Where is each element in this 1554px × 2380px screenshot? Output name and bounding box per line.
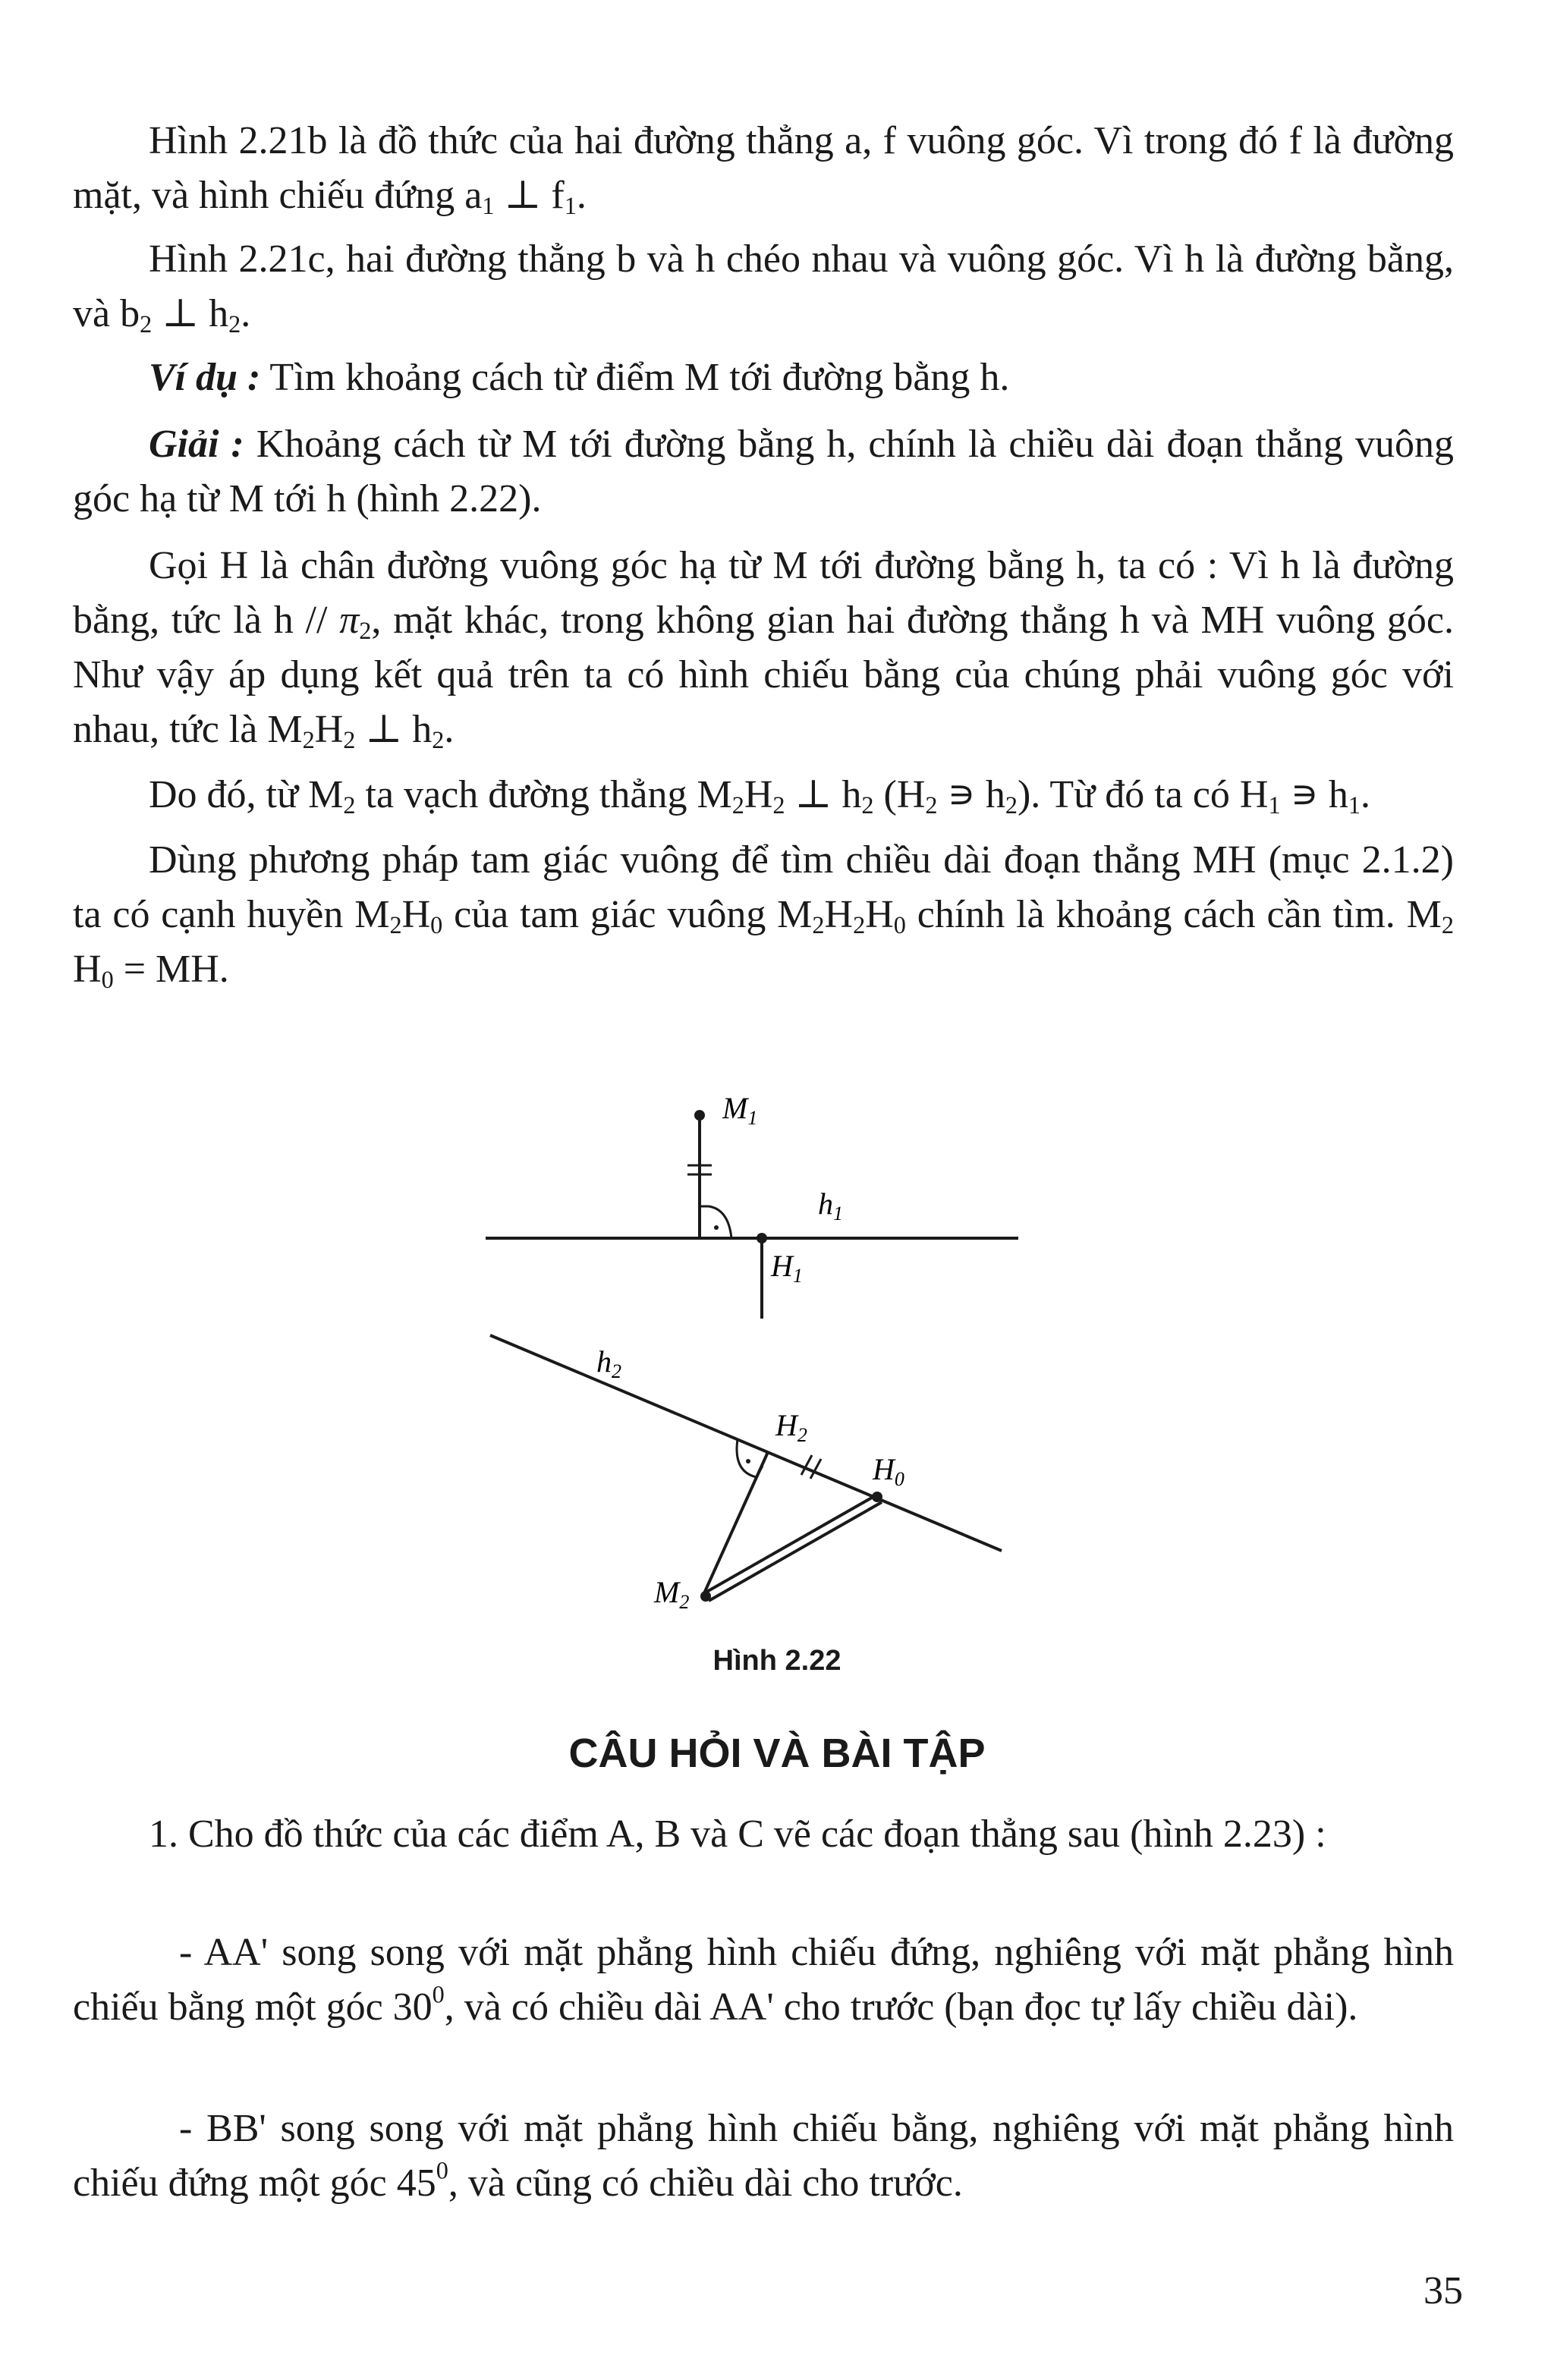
- subscript: 2: [1005, 791, 1018, 819]
- text-run: ⊥ h: [152, 292, 229, 335]
- subscript: 1: [1268, 791, 1281, 819]
- text-run: , mặt khác, trong không gian hai đường thẳng h và MH vuông góc. Như vậy áp dụng kết quả trên ta có hình chiếu bằng của chúng phải vuông góc với nhau, tức là M: [73, 599, 1454, 751]
- subscript: 2: [359, 617, 372, 645]
- text-run: ⊥ h: [355, 708, 433, 751]
- subscript: 2: [140, 310, 153, 338]
- point-h0: [872, 1492, 882, 1502]
- text-run: ta vạch đường thẳng M: [355, 773, 732, 816]
- text-run: ⊥ h: [785, 773, 862, 816]
- text-run: của tam giác vuông M: [442, 893, 813, 936]
- text-run: Khoảng cách từ M tới đường bằng h, chính là chiều dài đoạn thẳng vuông góc hạ từ M tới h (hình 2.22).: [73, 423, 1454, 520]
- subscript: 2: [731, 791, 744, 819]
- page-number: 35: [1423, 2269, 1463, 2312]
- tick-mark: [801, 1455, 812, 1475]
- point-h1: [757, 1233, 767, 1243]
- subscript: 2: [343, 791, 356, 819]
- subscript: 1: [1348, 791, 1361, 819]
- text-run: H: [744, 773, 773, 816]
- subscript: 2: [772, 791, 785, 819]
- paragraph-goi-h: [73, 539, 1454, 757]
- paragraph-hinh-2-21b: [73, 114, 1454, 223]
- superscript: 0: [432, 1980, 445, 2008]
- tick-mark: [810, 1459, 821, 1479]
- text-run: H: [314, 708, 344, 751]
- paragraph-do-do: [73, 768, 1454, 822]
- subscript: 0: [893, 911, 906, 939]
- text-run: ⊥ f: [494, 174, 565, 217]
- subscript: 2: [302, 726, 315, 754]
- subscript: 2: [925, 791, 938, 819]
- text-run: - AA' song song với mặt phẳng hình chiếu đứng, nghiêng với mặt phẳng hình chiếu bằng một góc 30: [73, 1931, 1454, 2029]
- text-run: chính là khoảng cách cần tìm. M: [905, 893, 1442, 936]
- hypotenuse-line-a: [704, 1495, 877, 1593]
- subscript: 2: [343, 726, 356, 754]
- text-run: Do đó, từ M: [149, 773, 344, 816]
- point-m1: [694, 1110, 705, 1121]
- example-label: Ví dụ :: [149, 356, 261, 399]
- subscript: 2: [812, 911, 825, 939]
- paragraph-vi-du: [73, 351, 1454, 405]
- section-title: CÂU HỎI VÀ BÀI TẬP: [568, 1731, 986, 1776]
- text-run: ). Từ đó ta có H: [1017, 773, 1269, 816]
- text-run: , và có chiều dài AA' cho trước (bạn đọc tự lấy chiều dài).: [444, 1985, 1358, 2029]
- text-run: H: [73, 948, 102, 991]
- right-angle-dot: [746, 1459, 750, 1464]
- text-run: Gọi H là chân đường vuông góc hạ từ M tới đường bằng h, ta có : Vì h là đường bằng, tức là h //: [73, 544, 1454, 642]
- text-run: .: [444, 708, 455, 751]
- subscript: 2: [1441, 911, 1454, 939]
- line-h2: [490, 1335, 1002, 1551]
- subscript: 1: [482, 192, 495, 220]
- paragraph-giai: [73, 417, 1454, 527]
- solution-label: Giải :: [149, 423, 244, 466]
- right-angle-dot: [714, 1225, 719, 1230]
- text-run: - BB' song song với mặt phẳng hình chiếu bằng, nghiêng với mặt phẳng hình chiếu đứng một góc 45: [73, 2107, 1454, 2205]
- text-run: ∍ h: [937, 773, 1005, 816]
- text-run: 1. Cho đồ thức của các điểm A, B và C vẽ các đoạn thẳng sau (hình 2.23) :: [149, 1813, 1326, 1856]
- text-run: Dùng phương pháp tam giác vuông để tìm chiều dài đoạn thẳng MH (mục 2.1.2) ta có cạnh huyền M: [73, 838, 1454, 936]
- paragraph-dung-phuong-phap: [73, 833, 1454, 997]
- subscript: 2: [389, 911, 402, 939]
- text-run: Hình 2.21c, hai đường thẳng b và h chéo nhau và vuông góc. Vì h là đường bằng, và b: [73, 237, 1454, 335]
- question-1-item-aa: [73, 1926, 1454, 2035]
- label-M2: $M_2$: [654, 1575, 690, 1613]
- subscript: 2: [228, 310, 241, 338]
- subscript: 2: [432, 726, 445, 754]
- label-m1: $M_1$: [722, 1091, 758, 1129]
- subscript: 2: [853, 911, 866, 939]
- right-angle-mark: [700, 1206, 731, 1238]
- superscript: 0: [436, 2156, 448, 2184]
- text-run: Hình 2.21b là đồ thức của hai đường thẳng a, f vuông góc. Vì trong đó f là đường mặt, và hình chiếu đứng a: [73, 119, 1454, 217]
- text-run: , và cũng có chiều dài cho trước.: [448, 2161, 963, 2205]
- text-run: ∍ h: [1280, 773, 1348, 816]
- text-run: H: [401, 893, 431, 936]
- point-m2: [700, 1591, 711, 1602]
- label-h2: $h_2$: [596, 1344, 621, 1382]
- subscript: 2: [861, 791, 874, 819]
- question-1: [73, 1807, 1454, 1862]
- text-run: Tìm khoảng cách từ điểm M tới đường bằng h.: [260, 356, 1010, 399]
- hypotenuse-line-b: [709, 1502, 882, 1601]
- text-run: H: [824, 893, 854, 936]
- paragraph-hinh-2-21c: [73, 232, 1454, 341]
- text-run: (H: [873, 773, 926, 816]
- pi-symbol: π: [339, 599, 360, 642]
- subscript: 1: [564, 192, 577, 220]
- text-run: H: [865, 893, 894, 936]
- label-H1: $H_1$: [771, 1249, 803, 1287]
- figure-2-22: [455, 1055, 1062, 1677]
- subscript: 0: [430, 911, 443, 939]
- label-H2: $H_2$: [775, 1408, 807, 1446]
- text-run: = MH.: [113, 948, 229, 991]
- text-run: .: [576, 174, 587, 217]
- question-1-item-bb: [73, 2102, 1454, 2211]
- text-run: .: [1361, 773, 1371, 816]
- subscript: 0: [101, 966, 114, 994]
- figure-caption: Hình 2.22: [713, 1645, 841, 1677]
- label-H0: $H_0$: [873, 1452, 904, 1490]
- label-h1: $h_1$: [818, 1187, 843, 1225]
- text-run: .: [241, 292, 251, 335]
